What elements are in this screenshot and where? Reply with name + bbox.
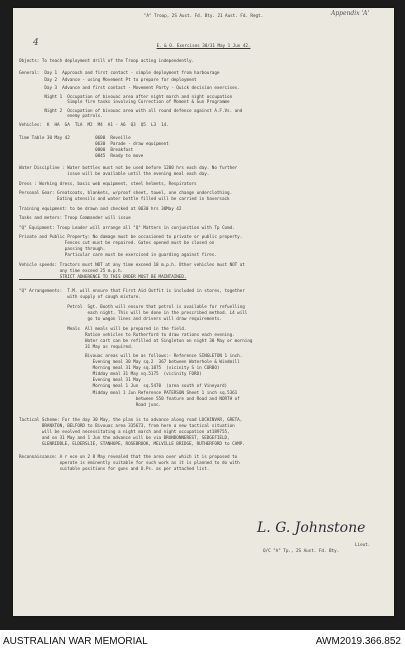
q-line: Road junc. bbox=[19, 403, 162, 408]
q-line: Morning meal 1 Jun sq.5470 (area south of Vineyard) bbox=[19, 384, 228, 389]
footer-bar bbox=[0, 630, 405, 653]
general-line: Day 3 Advance and first contact - Movement Party - Quick decision exercises. bbox=[19, 86, 240, 91]
detail-line: Fences cut must be repaired. Gates opened must be closed on bbox=[19, 241, 215, 246]
q-line: "Q" Arrangements: T.M. will ensure that First Aid Outfit is included in stores, together bbox=[19, 289, 245, 294]
objects-line: Objects: To teach deployment drill of the Troop acting independently. bbox=[19, 59, 195, 64]
q-line: 31 May as required. bbox=[19, 345, 134, 350]
detail-line: passing through. bbox=[19, 247, 106, 252]
q-line: Petrol Sgt. Booth will ensure that petrol is available for refuelling bbox=[19, 305, 245, 310]
q-line: Water cart can be refilled at Singleton on night 30 May or morning bbox=[19, 339, 253, 344]
general-line: enemy patrols. bbox=[19, 114, 103, 119]
q-line: Meals All meals will be prepared in the field. bbox=[19, 327, 187, 332]
q-line: between 550 feature and Road and NORTH of bbox=[19, 397, 240, 402]
signature-rank: Lieut. bbox=[355, 543, 371, 548]
general-line: Simple fire tasks involving Correction of Moment & Gun Programme bbox=[19, 100, 230, 105]
detail-line: Eating utensils and water bottle filled will be carried in haversack bbox=[19, 197, 230, 202]
general-line: Night 1 Occupation of bivouac area after night march and night occupation bbox=[19, 95, 233, 100]
detail-line: any time exceed 25 m.p.h. bbox=[19, 269, 124, 274]
recon-line: Reconnaissance: A r ece on 2 8 May revealed that the area over which it is proposed to bbox=[19, 455, 238, 460]
general-line: General: Day 1 Approach and first contact - simple deployment from harbourage bbox=[19, 71, 220, 76]
q-line: Midday meal 1 Jun Reference PATERSON Sheet 1 inch sq.5361 bbox=[19, 391, 238, 396]
tactical-line: BRANXTON, BELFORD to Bivouac area 335673, from here a new tactical situation bbox=[19, 424, 235, 429]
q-line: each night. This will be done in the prescribed method. L4 will bbox=[19, 311, 248, 316]
tactical-line: will be evolved necessitating a night march and night occupation at189755, bbox=[19, 430, 230, 435]
q-line: go to wagon lines and drivers will draw requirements. bbox=[19, 317, 222, 322]
detail-line: Personal Gear: Greatcoats, blankets, w/proof sheet, towel, one change underclothing. bbox=[19, 191, 233, 196]
q-line: Morning meal 31 May sq.1875 (vicinity S in CORBO) bbox=[19, 366, 220, 371]
handwritten-signature: L. G. Johnstone bbox=[257, 520, 366, 536]
timetable-line: 0800 Breakfast bbox=[19, 148, 134, 153]
timetable-line: 0630 Parade - draw equipment bbox=[19, 142, 169, 147]
q-line: Evening meal 31 May bbox=[19, 378, 141, 383]
detail-line: Dress : Working dress, basic web equipment, steel helmets, Respirators bbox=[19, 182, 197, 187]
tactical-line: Tactical Scheme: For the day 30 May, the plan is to advance along road LOCHINVAR, GRETA, bbox=[19, 418, 243, 423]
detail-line: Tasks and meters: Troop Commander will issue bbox=[19, 216, 131, 221]
margin-mark: 4 bbox=[33, 38, 39, 48]
q-line: Ration vehicles to Rutherford to draw rations each evening. bbox=[19, 333, 235, 338]
tactical-line: GLENRIDDLE, ELDERSLIE, STANHOPE, ROSEBROOK, MELVILLE BRIDGE, RUTHERFORD to CAMP. bbox=[19, 442, 245, 447]
recon-line: suitable positions for guns and O.Ps. as per attached list. bbox=[19, 467, 210, 472]
detail-line: "Q" Equipment: Troop Leader will arrange all "Q" Matters in conjunction with Tp Comd. bbox=[19, 226, 235, 231]
detail-line: Training equipment: to be drawn and checked at 0630 hrs 30May 42 bbox=[19, 207, 182, 212]
appendix-annotation: Appendix 'A' bbox=[331, 10, 370, 17]
footer-credit: AUSTRALIAN WAR MEMORIAL bbox=[3, 636, 148, 647]
q-line: with supply of cough mixture. bbox=[19, 295, 141, 300]
q-line: Midday meal 31 May sq.5175 (vicinity FORD) bbox=[19, 372, 202, 377]
timetable-line: 0845 Ready to move bbox=[19, 154, 144, 159]
vehicles-line: Vehicles: K HA GA TLA M2 M4 A1 - A6 Q3 Q5 L3 14. bbox=[19, 123, 169, 128]
recon-line: operate is eminently suitable for such work as it is planned to do with bbox=[19, 461, 240, 466]
detail-line: Water Discipline : Water bottles must not be used before 1200 hrs each day. No further bbox=[19, 166, 238, 171]
general-line: Day 2 Advance - using Movement Pt to prepare for deployment bbox=[19, 78, 197, 83]
detail-line: Private and Public Property: No damage must be occasioned to private or public property. bbox=[19, 235, 243, 240]
unit-heading: "A" Troop, 2S Aust. Fd. Bty. 21 Aust. Fd. Regt. bbox=[143, 14, 264, 19]
document-title: E. & O. Exercises 30/31 May 1 Jun 42. bbox=[156, 44, 251, 49]
q-line: Bivouac areas will be as follows:- Reference SINGLETON 1 inch. bbox=[19, 354, 243, 359]
signature-appointment: O/C "A" Tp., 2S Aust. Fd. Bty. bbox=[263, 549, 340, 554]
general-line: Night 2 Occupation of bivouac area with all round defence against A.F.Vs. and bbox=[19, 109, 243, 114]
footer-accession-number: AWM2019.366.852 bbox=[315, 636, 401, 647]
detail-line: Vehicle speeds: Tractors must NOT at any time exceed 18 m.p.h. Other vehicles must NOT at bbox=[19, 263, 245, 268]
detail-line: STRICT ADHERENCE TO THIS ORDER MUST BE MAINTAINED. bbox=[19, 275, 187, 280]
detail-line: Particular care must be exercised in guarding against fires. bbox=[19, 253, 217, 258]
tactical-line: and on 31 May and 1 Jun the advance will be via BRUNDONNEREST, SEDGEFIELD, bbox=[19, 436, 230, 441]
q-line: Evening meal 30 May sq.2 367 between Waterhole & Windmill bbox=[19, 360, 240, 365]
timetable-line: Time Table 30 May 42 0600 Reveille bbox=[19, 136, 131, 141]
detail-line: issue will be available until the evening meal each day. bbox=[19, 172, 210, 177]
document-page bbox=[13, 8, 394, 616]
